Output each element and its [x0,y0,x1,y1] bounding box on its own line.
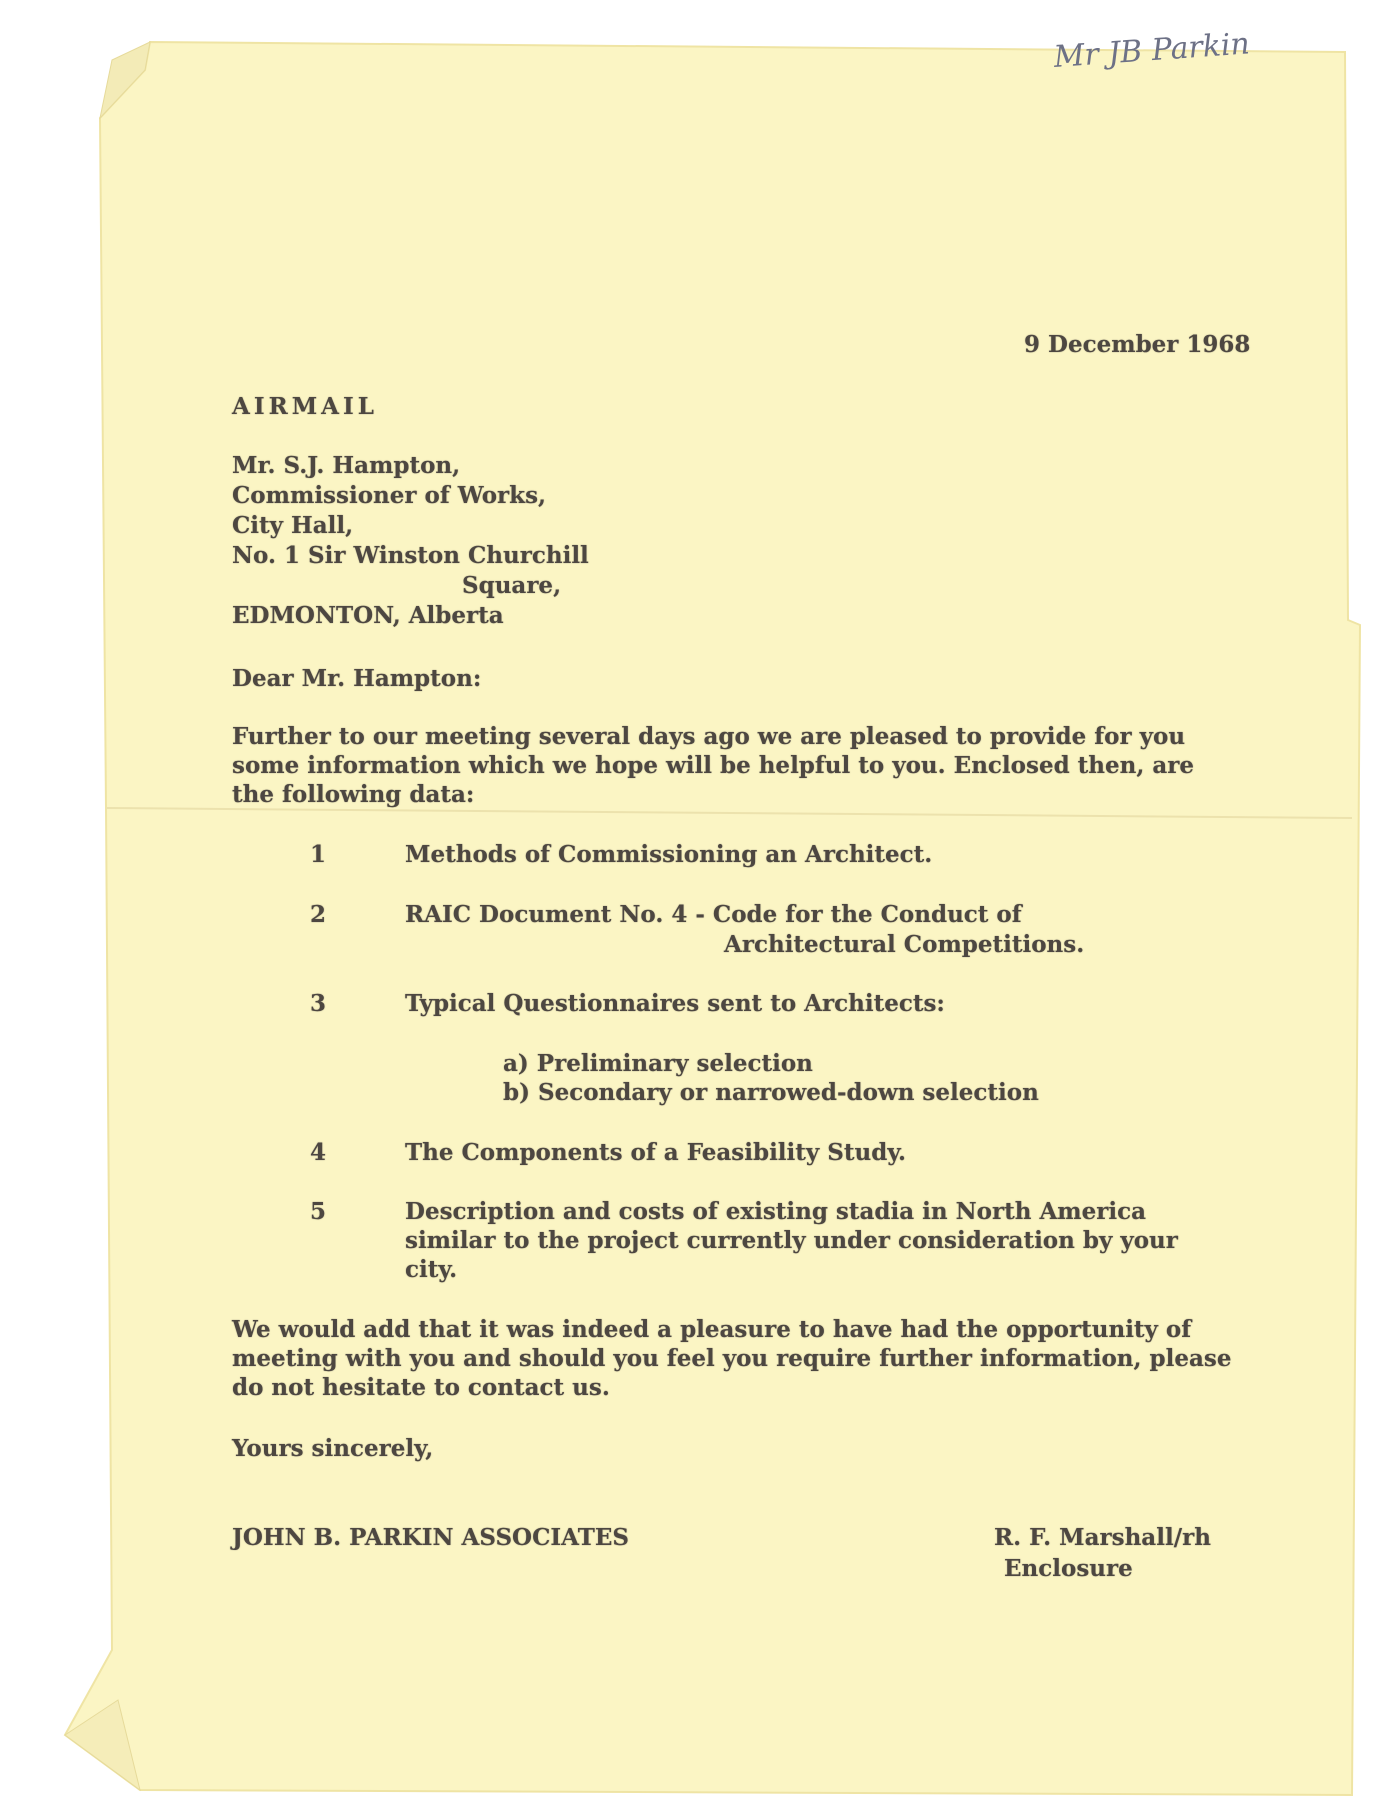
sub-item: b) Secondary or narrowed-down selection [503,1079,1039,1106]
delivery-method: AIRMAIL [232,393,378,420]
paragraph-line: We would add that it was indeed a pleasure to have had the opportunity of [232,1316,1192,1343]
list-item-number: 3 [310,990,327,1017]
complimentary-close: Yours sincerely, [232,1435,434,1462]
paragraph-line: Further to our meeting several days ago we are pleased to provide for you [232,723,1186,750]
letter-date: 9 December 1968 [1024,331,1251,358]
list-item-text: Description and costs of existing stadia in North America [405,1198,1147,1225]
list-item-text: Typical Questionnaires sent to Architects: [405,990,945,1017]
address-line: Mr. S.J. Hampton, [232,452,461,479]
list-item-number: 2 [310,901,327,928]
list-item-text: city. [405,1256,458,1283]
salutation: Dear Mr. Hampton: [232,665,482,692]
address-line: No. 1 Sir Winston Churchill [232,542,589,569]
address-line: City Hall, [232,512,354,539]
list-item-text: RAIC Document No. 4 - Code for the Conduct of [405,901,1022,928]
paragraph-line: meeting with you and should you feel you require further information, please [232,1345,1232,1372]
list-item-text: Methods of Commissioning an Architect. [405,841,933,868]
reference-initials: R. F. Marshall/rh [994,1524,1211,1551]
address-line: EDMONTON, Alberta [232,602,504,629]
firm-name: JOHN B. PARKIN ASSOCIATES [232,1524,629,1551]
paragraph-line: do not hesitate to contact us. [232,1374,610,1401]
list-item-number: 4 [310,1139,327,1166]
sub-item: a) Preliminary selection [503,1050,813,1077]
list-item-text: similar to the project currently under consideration by your [405,1227,1178,1254]
address-line: Square, [462,572,562,599]
handwritten-note: Mr JB Parkin [1052,26,1251,75]
list-item-text: The Components of a Feasibility Study. [405,1139,907,1166]
enclosure-note: Enclosure [1004,1555,1133,1582]
address-line: Commissioner of Works, [232,482,547,509]
list-item-number: 5 [310,1198,327,1225]
paragraph-line: some information which we hope will be helpful to you. Enclosed then, are [232,752,1195,779]
paragraph-line: the following data: [232,781,475,808]
list-item-number: 1 [310,841,327,868]
list-item-text: Architectural Competitions. [724,931,1085,958]
